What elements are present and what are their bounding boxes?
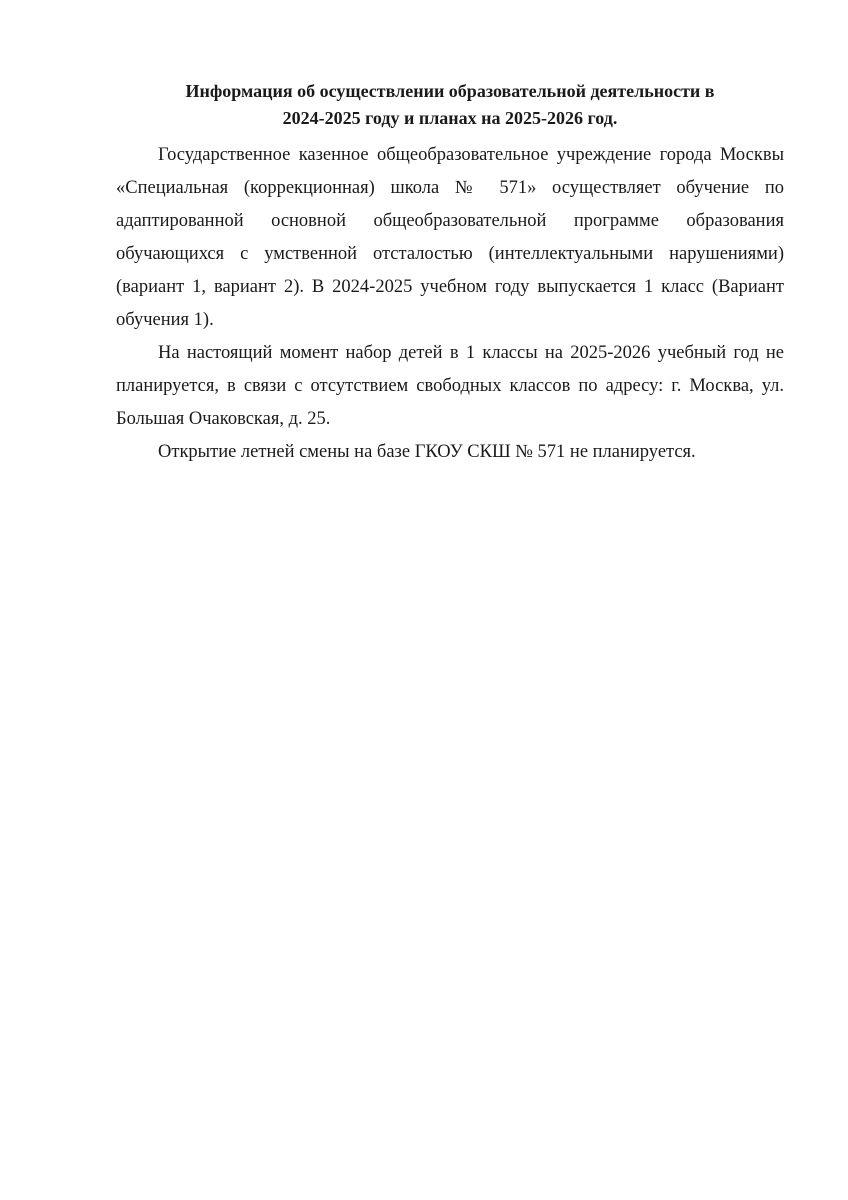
paragraph-school-program: Государственное казенное общеобразовательное учреждение города Москвы «Специальная (коррекционная) школа № 571» осуществляет обучение по адаптированной основной общеобразовательной программе образования обучающихся с умственной отсталостью (интеллектуальными нарушениями) (вариант 1, вариант 2). В 2024-2025 учебном году выпускается 1 класс (Вариант обучения 1). <box>116 145 784 330</box>
paragraph-summer-shift: Открытие летней смены на базе ГКОУ СКШ № 571 не планируется. <box>158 442 696 462</box>
paragraph-enrollment: На настоящий момент набор детей в 1 классы на 2025-2026 учебный год не планируется, в связи с отсутствием свободных классов по адресу: г. Москва, ул. Большая Очаковская, д. 25. <box>116 343 784 429</box>
document-title-line-1: Информация об осуществлении образовательной деятельности в <box>185 81 715 101</box>
document-title-line-2: 2024-2025 году и планах на 2025-2026 год. <box>282 108 618 128</box>
document-content <box>116 78 784 469</box>
document-title <box>116 78 784 132</box>
